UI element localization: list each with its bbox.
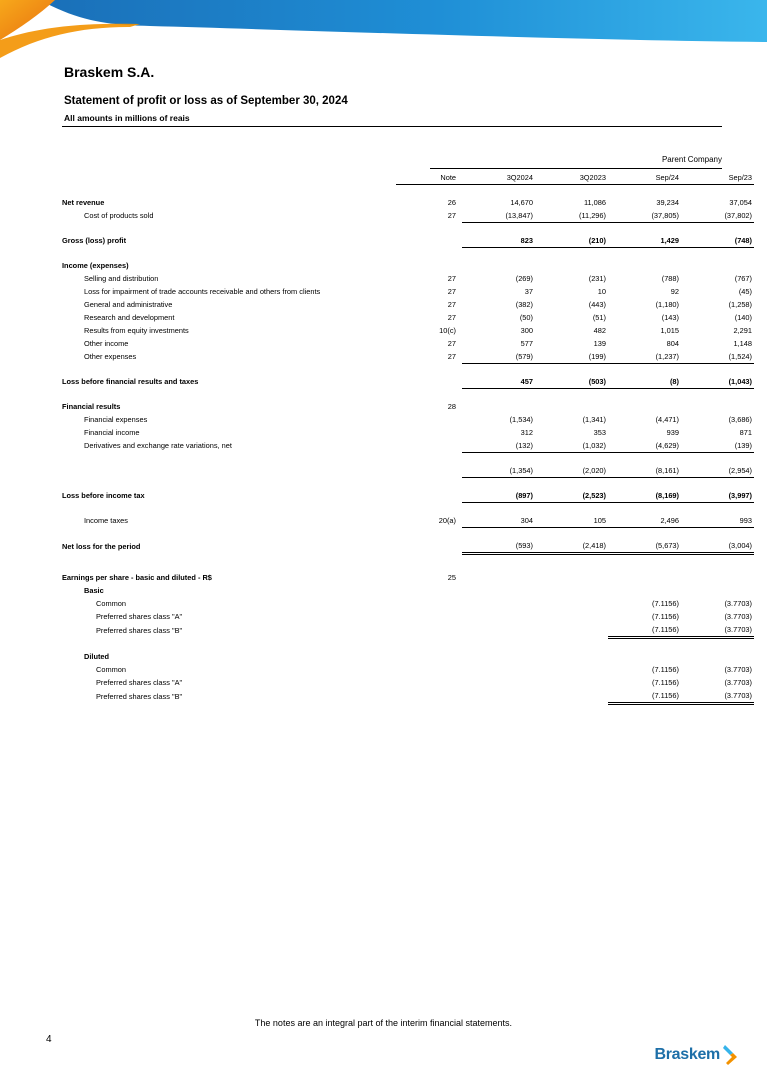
row-note: 25 [447,573,456,582]
spacer-row [62,248,754,260]
row-value: 312 [520,428,533,437]
row-value: 11,086 [583,198,606,207]
row-label: General and administrative [84,300,173,309]
row-value: (4,629) [608,439,681,453]
table-row [62,298,754,311]
row-value: (3,686) [728,415,752,424]
table-header-row [62,170,754,185]
table-row [62,413,754,426]
row-value: (8) [608,375,681,389]
row-value: 482 [593,326,606,335]
row-label: Cost of products sold [84,211,154,221]
row-value: 39,234 [656,198,679,207]
title-divider [62,126,722,127]
spacer-row [62,185,754,197]
row-value: 37,054 [729,198,752,207]
row-value: (7.1156) [608,689,681,704]
row-label: Preferred shares class "A" [96,612,183,621]
row-value: 804 [666,339,679,348]
row-value: (2,954) [681,464,754,478]
row-value: 577 [520,339,533,348]
row-label: Results from equity investments [84,326,189,335]
row-value: 1,429 [608,234,681,248]
table-row [62,196,754,209]
row-value: (3,997) [681,489,754,503]
row-note: 26 [447,198,456,207]
row-value: (788) [661,274,679,283]
section-heading: Earnings per share - basic and diluted - R$ [62,573,212,582]
table-row [62,209,754,223]
row-note: 27 [447,287,456,296]
row-value: 304 [462,514,535,528]
row-label: Financial expenses [84,415,148,424]
spacer-row [62,554,754,572]
table-row [62,272,754,285]
row-value: (51) [592,313,606,322]
row-note: 27 [447,274,456,283]
statement-title: Statement of profit or loss as of September 30, 2024 [64,95,348,107]
row-value: (593) [462,539,535,554]
row-value: (3.7703) [681,623,754,638]
statement-table [62,170,754,705]
row-value: (8,169) [608,489,681,503]
row-value: (3.7703) [724,678,752,687]
company-name: Braskem S.A. [64,64,155,80]
row-label: Loss before income tax [62,491,145,501]
row-value: 1,015 [660,326,679,335]
row-value: 92 [670,287,679,296]
row-value: (8,161) [608,464,681,478]
section-heading: Income (expenses) [62,261,129,270]
table-row [62,375,754,389]
spacer-row [62,478,754,490]
row-label: Selling and distribution [84,274,159,283]
table-row [62,489,754,503]
row-value: (13,847) [462,209,535,223]
table-row [62,285,754,298]
subtotal-row [62,464,754,478]
row-value: (3.7703) [681,689,754,704]
subsection-heading: Basic [84,586,104,595]
row-note [396,439,462,453]
row-value: (2,523) [535,489,608,503]
row-note: 10(c) [439,326,456,335]
table-row [62,439,754,453]
row-value: (3.7703) [724,599,752,608]
row-value: (4,471) [655,415,679,424]
row-value: (503) [535,375,608,389]
row-value: (382) [515,300,533,309]
row-label: Gross (loss) profit [62,236,127,246]
table-row [62,623,754,638]
spacer-row [62,528,754,540]
row-value: (7.1156) [652,612,679,621]
row-note [396,234,462,248]
row-value: 300 [520,326,533,335]
header-sep24: Sep/24 [608,170,681,185]
row-value: (1,524) [681,350,754,364]
section-heading: Financial results [62,402,121,411]
row-value: (143) [661,313,679,322]
row-label: Income taxes [84,516,128,526]
row-value: (139) [681,439,754,453]
row-value: (1,237) [608,350,681,364]
table-row [62,539,754,554]
row-value: (210) [535,234,608,248]
statement-subtitle: All amounts in millions of reais [64,113,190,123]
header-3q2024: 3Q2024 [462,170,535,185]
row-value: (7.1156) [652,665,679,674]
row-value: (3,004) [681,539,754,554]
row-value: (1,354) [462,464,535,478]
table-row [62,597,754,610]
table-row [62,514,754,528]
row-note: 27 [447,352,456,362]
row-value: (897) [462,489,535,503]
row-note [396,489,462,503]
row-value: (7.1156) [608,623,681,638]
row-value: (1,032) [535,439,608,453]
table-row [62,676,754,689]
row-value: 457 [462,375,535,389]
row-note [396,426,462,439]
row-value: 871 [739,428,752,437]
row-value: (199) [535,350,608,364]
row-value: (1,180) [655,300,679,309]
row-label: Other expenses [84,352,137,362]
row-value: (2,418) [535,539,608,554]
row-value: 993 [681,514,754,528]
row-label: Net revenue [62,198,105,207]
page-number: 4 [46,1034,52,1045]
row-label: Common [96,665,126,674]
row-value: 939 [666,428,679,437]
row-value: 10 [597,287,606,296]
row-value: 14,670 [510,198,533,207]
spacer-row [62,503,754,515]
section-heading-row [62,400,754,413]
subsection-heading-row [62,650,754,663]
spacer-row [62,223,754,235]
row-label: Preferred shares class "B" [96,691,183,701]
table-row [62,311,754,324]
row-value: 2,291 [733,326,752,335]
row-note [396,539,462,554]
spacer-row [62,453,754,465]
row-value: (37,802) [681,209,754,223]
row-value: (1,258) [728,300,752,309]
row-label: Other income [84,339,129,348]
section-heading-row [62,259,754,272]
row-value: (579) [462,350,535,364]
row-value: 139 [593,339,606,348]
row-value: (269) [515,274,533,283]
section-heading-row [62,571,754,584]
banner-orange-curve [0,24,140,58]
table-row [62,689,754,704]
row-value: (748) [681,234,754,248]
row-value: (767) [734,274,752,283]
spacer-row [62,638,754,651]
table-row [62,610,754,623]
table-row [62,426,754,439]
row-value: (5,673) [608,539,681,554]
row-value: (3.7703) [724,665,752,674]
header-note: Note [396,170,462,185]
row-label: Net loss for the period [62,541,141,551]
row-value: (50) [519,313,533,322]
row-label: Research and development [84,313,175,322]
row-label: Derivatives and exchange rate variations, net [84,441,232,451]
table-row [62,663,754,676]
header-sep23: Sep/23 [681,170,754,185]
row-value: (1,341) [582,415,606,424]
logo-chevron-icon [723,1044,739,1066]
banner-blue-band [40,0,767,42]
row-label: Financial income [84,428,140,437]
row-note: 27 [447,313,456,322]
column-group-label: Parent Company [661,155,722,164]
row-note: 28 [447,402,456,411]
column-group-rule [430,168,722,169]
spacer-row [62,364,754,376]
row-value: 1,148 [733,339,752,348]
row-value: (132) [462,439,535,453]
subsection-heading: Diluted [84,652,110,661]
row-value: (3.7703) [724,612,752,621]
footer-note: The notes are an integral part of the interim financial statements. [254,1018,513,1028]
row-value: (1,043) [681,375,754,389]
row-value: (231) [588,274,606,283]
row-value: 823 [462,234,535,248]
table-row [62,234,754,248]
row-value: (45) [738,287,752,296]
row-value: (1,534) [509,415,533,424]
row-note [396,375,462,389]
header-blank [62,170,396,185]
row-label: Loss before financial results and taxes [62,377,199,387]
row-value: (7.1156) [652,599,679,608]
spacer-row [62,389,754,401]
row-note [396,413,462,426]
row-note: 27 [447,339,456,348]
row-value: (443) [588,300,606,309]
row-value: (37,805) [608,209,681,223]
row-label: Preferred shares class "A" [96,678,183,687]
row-value: (140) [734,313,752,322]
row-value: 37 [524,287,533,296]
table-row [62,350,754,364]
row-label: Loss for impairment of trade accounts receivable and others from clients [84,287,321,296]
logo-wordmark: Braskem [654,1046,720,1063]
row-value: (7.1156) [652,678,679,687]
row-value: 105 [535,514,608,528]
row-note: 27 [447,300,456,309]
table-row [62,324,754,337]
row-label: Preferred shares class "B" [96,625,183,635]
row-value: (11,296) [535,209,608,223]
table-row [62,337,754,350]
row-value: 2,496 [608,514,681,528]
header-3q2023: 3Q2023 [535,170,608,185]
row-note: 27 [447,211,456,221]
braskem-logo [654,1044,739,1066]
row-value: (2,020) [535,464,608,478]
row-label: Common [96,599,126,608]
row-note: 20(a) [438,516,456,526]
row-value: 353 [593,428,606,437]
subsection-heading-row [62,584,754,597]
